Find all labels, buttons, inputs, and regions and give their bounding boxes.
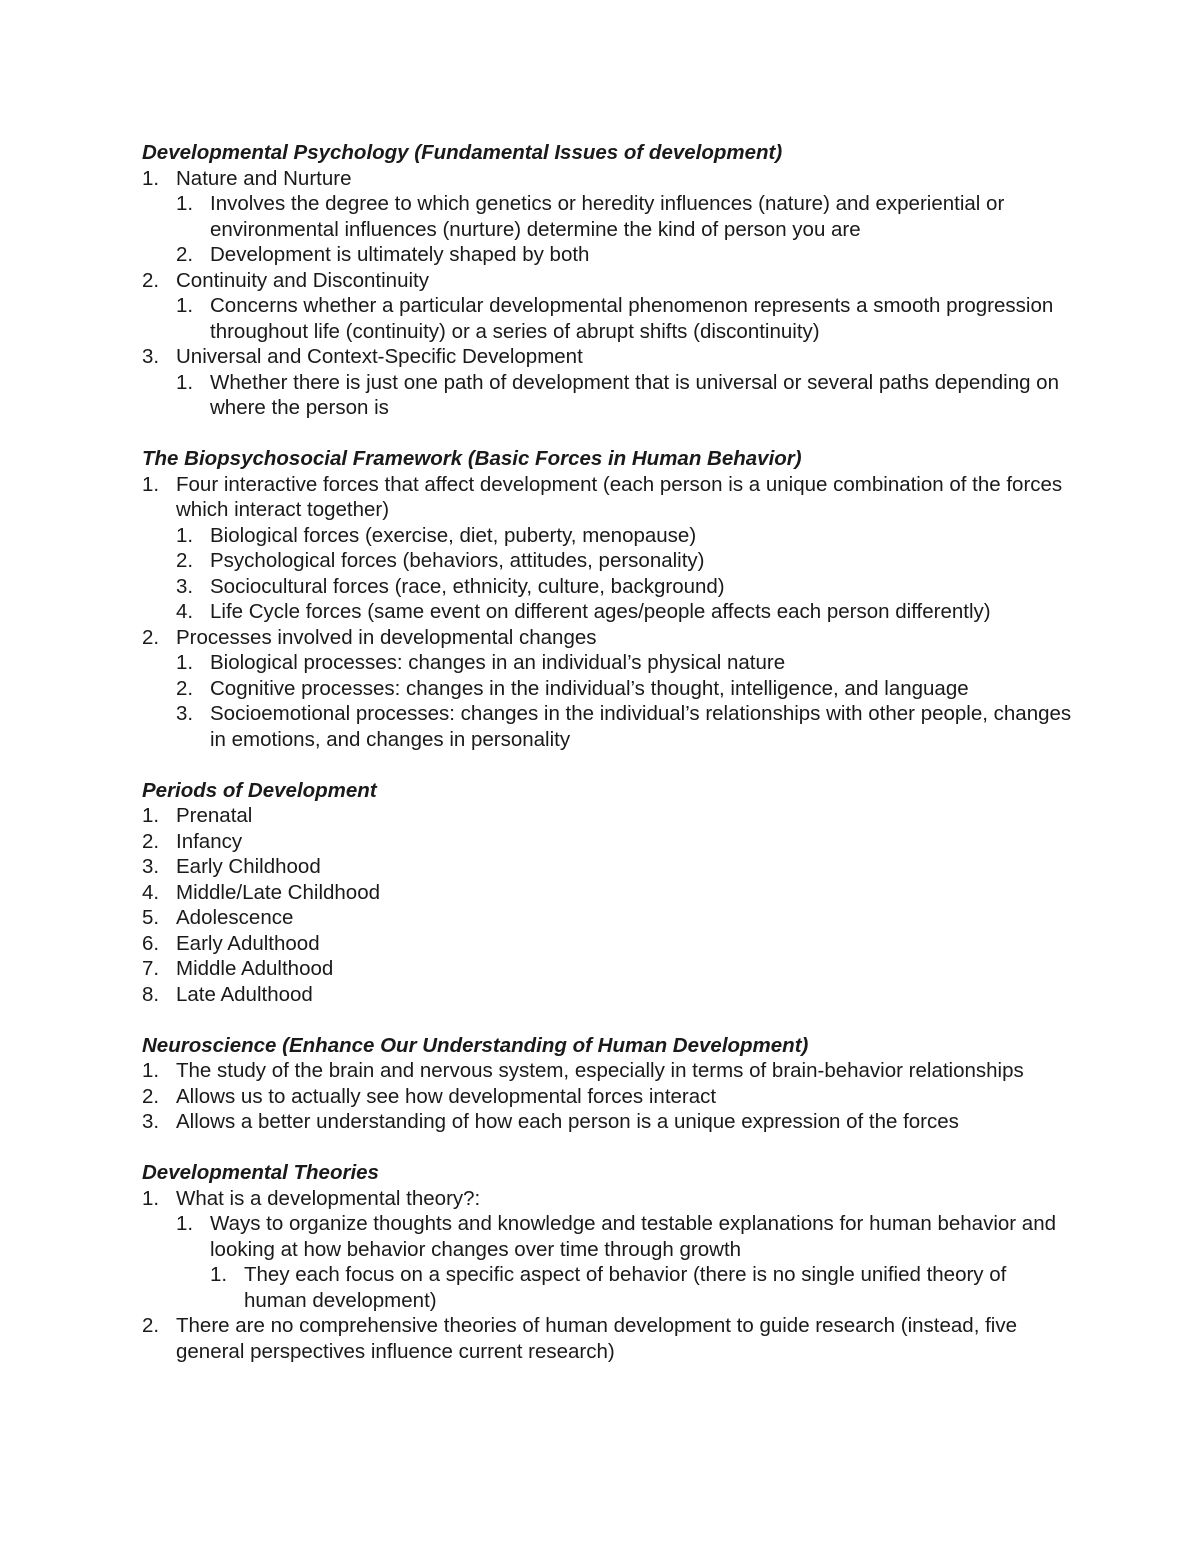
- list-number: 3.: [142, 345, 160, 368]
- list-number: 3.: [142, 855, 160, 878]
- list-item: [142, 880, 1072, 906]
- list-item: [142, 625, 1072, 753]
- list-number: 2.: [142, 268, 160, 292]
- list-number: 1.: [210, 1263, 228, 1286]
- list-number: 1.: [176, 523, 194, 547]
- list-text: Adolescence: [176, 906, 294, 929]
- list-text: Socioemotional processes: changes in the individual’s relationships with other people, changes in emotions, and changes in personality: [210, 702, 1072, 751]
- section-heading: Periods of Development: [142, 778, 377, 802]
- list-number: 1.: [176, 294, 194, 317]
- list-text: Universal and Context-Specific Development: [176, 345, 583, 368]
- list-text: Prenatal: [176, 804, 253, 827]
- list-text: Processes involved in developmental changes: [176, 625, 597, 649]
- list-item: [142, 1186, 1072, 1314]
- list-number: 7.: [142, 957, 160, 980]
- section-heading: Developmental Theories: [142, 1161, 379, 1184]
- list-number: 1.: [176, 1212, 194, 1235]
- list-text: Development is ultimately shaped by both: [210, 243, 590, 266]
- list-item: [176, 191, 1072, 242]
- list-item: [142, 982, 1072, 1008]
- list-text: Sociocultural forces (race, ethnicity, culture, background): [210, 574, 725, 598]
- section: [142, 778, 1072, 1008]
- list-number: 3.: [142, 1110, 160, 1133]
- list-text: Four interactive forces that affect development (each person is a unique combination of the forces which interact together): [176, 472, 1063, 521]
- list-text: Allows a better understanding of how each person is a unique expression of the forces: [176, 1110, 959, 1133]
- outline-list: [176, 370, 1072, 421]
- list-item: [176, 1211, 1072, 1313]
- list-item: [142, 905, 1072, 931]
- outline-list: [142, 166, 1072, 421]
- list-text: What is a developmental theory?:: [176, 1186, 481, 1210]
- list-text: Early Adulthood: [176, 931, 320, 955]
- outline-list: [176, 1211, 1072, 1313]
- list-number: 2.: [142, 829, 160, 853]
- list-item: [176, 599, 1072, 625]
- list-text: Biological forces (exercise, diet, puberty, menopause): [210, 523, 697, 547]
- list-item: [176, 523, 1072, 549]
- section-heading: Neuroscience (Enhance Our Understanding of Human Development): [142, 1033, 809, 1057]
- list-number: 1.: [176, 370, 194, 394]
- list-number: 1.: [142, 1186, 160, 1210]
- list-item: [142, 1313, 1072, 1364]
- list-text: Biological processes: changes in an individual’s physical nature: [210, 651, 786, 674]
- list-text: Late Adulthood: [176, 982, 313, 1006]
- list-text: Nature and Nurture: [176, 166, 352, 190]
- outline-list: [142, 1186, 1072, 1365]
- list-item: [142, 1084, 1072, 1110]
- list-number: 1.: [142, 166, 160, 190]
- list-number: 1.: [142, 472, 160, 496]
- list-number: 5.: [142, 906, 160, 929]
- list-item: [142, 803, 1072, 829]
- list-number: 1.: [142, 1059, 160, 1082]
- list-number: 3.: [176, 574, 194, 598]
- list-item: [210, 1262, 1072, 1313]
- section: [142, 140, 1072, 421]
- list-item: [142, 931, 1072, 957]
- list-number: 2.: [142, 625, 160, 649]
- list-number: 1.: [176, 192, 194, 215]
- list-text: Life Cycle forces (same event on different ages/people affects each person differently): [210, 600, 991, 623]
- list-text: Infancy: [176, 829, 243, 853]
- list-number: 6.: [142, 931, 160, 955]
- list-item: [142, 1058, 1072, 1084]
- outline-list: [210, 1262, 1072, 1313]
- list-item: [176, 370, 1072, 421]
- list-item: [176, 242, 1072, 268]
- outline-list: [176, 650, 1072, 752]
- list-text: Whether there is just one path of development that is universal or several paths depending on where the person is: [210, 370, 1059, 419]
- outline-list: [176, 191, 1072, 268]
- document-body: [142, 140, 1072, 1390]
- list-number: 4.: [142, 880, 160, 904]
- outline-list: [176, 523, 1072, 625]
- list-text: Psychological forces (behaviors, attitudes, personality): [210, 549, 705, 572]
- list-text: Concerns whether a particular developmental phenomenon represents a smooth progression throughout life (continuity) or a series of abrupt shifts (discontinuity): [210, 294, 1054, 343]
- list-item: [142, 344, 1072, 421]
- section: [142, 446, 1072, 752]
- list-item: [142, 956, 1072, 982]
- list-item: [142, 268, 1072, 345]
- list-number: 3.: [176, 702, 194, 725]
- list-item: [176, 293, 1072, 344]
- list-item: [176, 574, 1072, 600]
- list-text: Middle/Late Childhood: [176, 880, 380, 904]
- outline-list: [142, 1058, 1072, 1135]
- outline-list: [176, 293, 1072, 344]
- list-text: Middle Adulthood: [176, 957, 334, 980]
- section-heading: Developmental Psychology (Fundamental Issues of development): [142, 141, 783, 164]
- list-item: [142, 166, 1072, 268]
- list-number: 2.: [142, 1314, 160, 1337]
- list-text: Ways to organize thoughts and knowledge and testable explanations for human behavior and looking at how behavior changes over time through growth: [210, 1212, 1056, 1261]
- list-text: Cognitive processes: changes in the individual’s thought, intelligence, and language: [210, 676, 969, 700]
- list-number: 1.: [176, 651, 194, 674]
- list-text: The study of the brain and nervous system, especially in terms of brain-behavior relationships: [176, 1059, 1024, 1082]
- list-number: 8.: [142, 982, 160, 1006]
- list-number: 1.: [142, 804, 160, 827]
- list-text: Involves the degree to which genetics or heredity influences (nature) and experiential or environmental influences (nurture) determine the kind of person you are: [210, 192, 1005, 241]
- list-number: 2.: [176, 549, 194, 572]
- list-item: [176, 676, 1072, 702]
- list-number: 2.: [176, 676, 194, 700]
- list-item: [142, 472, 1072, 625]
- list-text: Allows us to actually see how developmental forces interact: [176, 1084, 717, 1108]
- section: [142, 1033, 1072, 1135]
- list-item: [176, 701, 1072, 752]
- outline-list: [142, 803, 1072, 1007]
- section: [142, 1160, 1072, 1364]
- list-text: There are no comprehensive theories of human development to guide research (instead, five general perspectives influence current research): [176, 1314, 1017, 1363]
- list-item: [142, 829, 1072, 855]
- list-text: Continuity and Discontinuity: [176, 268, 429, 292]
- section-heading: The Biopsychosocial Framework (Basic Forces in Human Behavior): [142, 447, 802, 470]
- outline-list: [142, 472, 1072, 753]
- list-item: [176, 650, 1072, 676]
- list-number: 4.: [176, 600, 194, 623]
- list-text: They each focus on a specific aspect of behavior (there is no single unified theory of human development): [244, 1263, 1007, 1312]
- list-item: [142, 1109, 1072, 1135]
- list-item: [142, 854, 1072, 880]
- list-item: [176, 548, 1072, 574]
- list-number: 2.: [176, 243, 194, 266]
- list-text: Early Childhood: [176, 855, 321, 878]
- list-number: 2.: [142, 1084, 160, 1108]
